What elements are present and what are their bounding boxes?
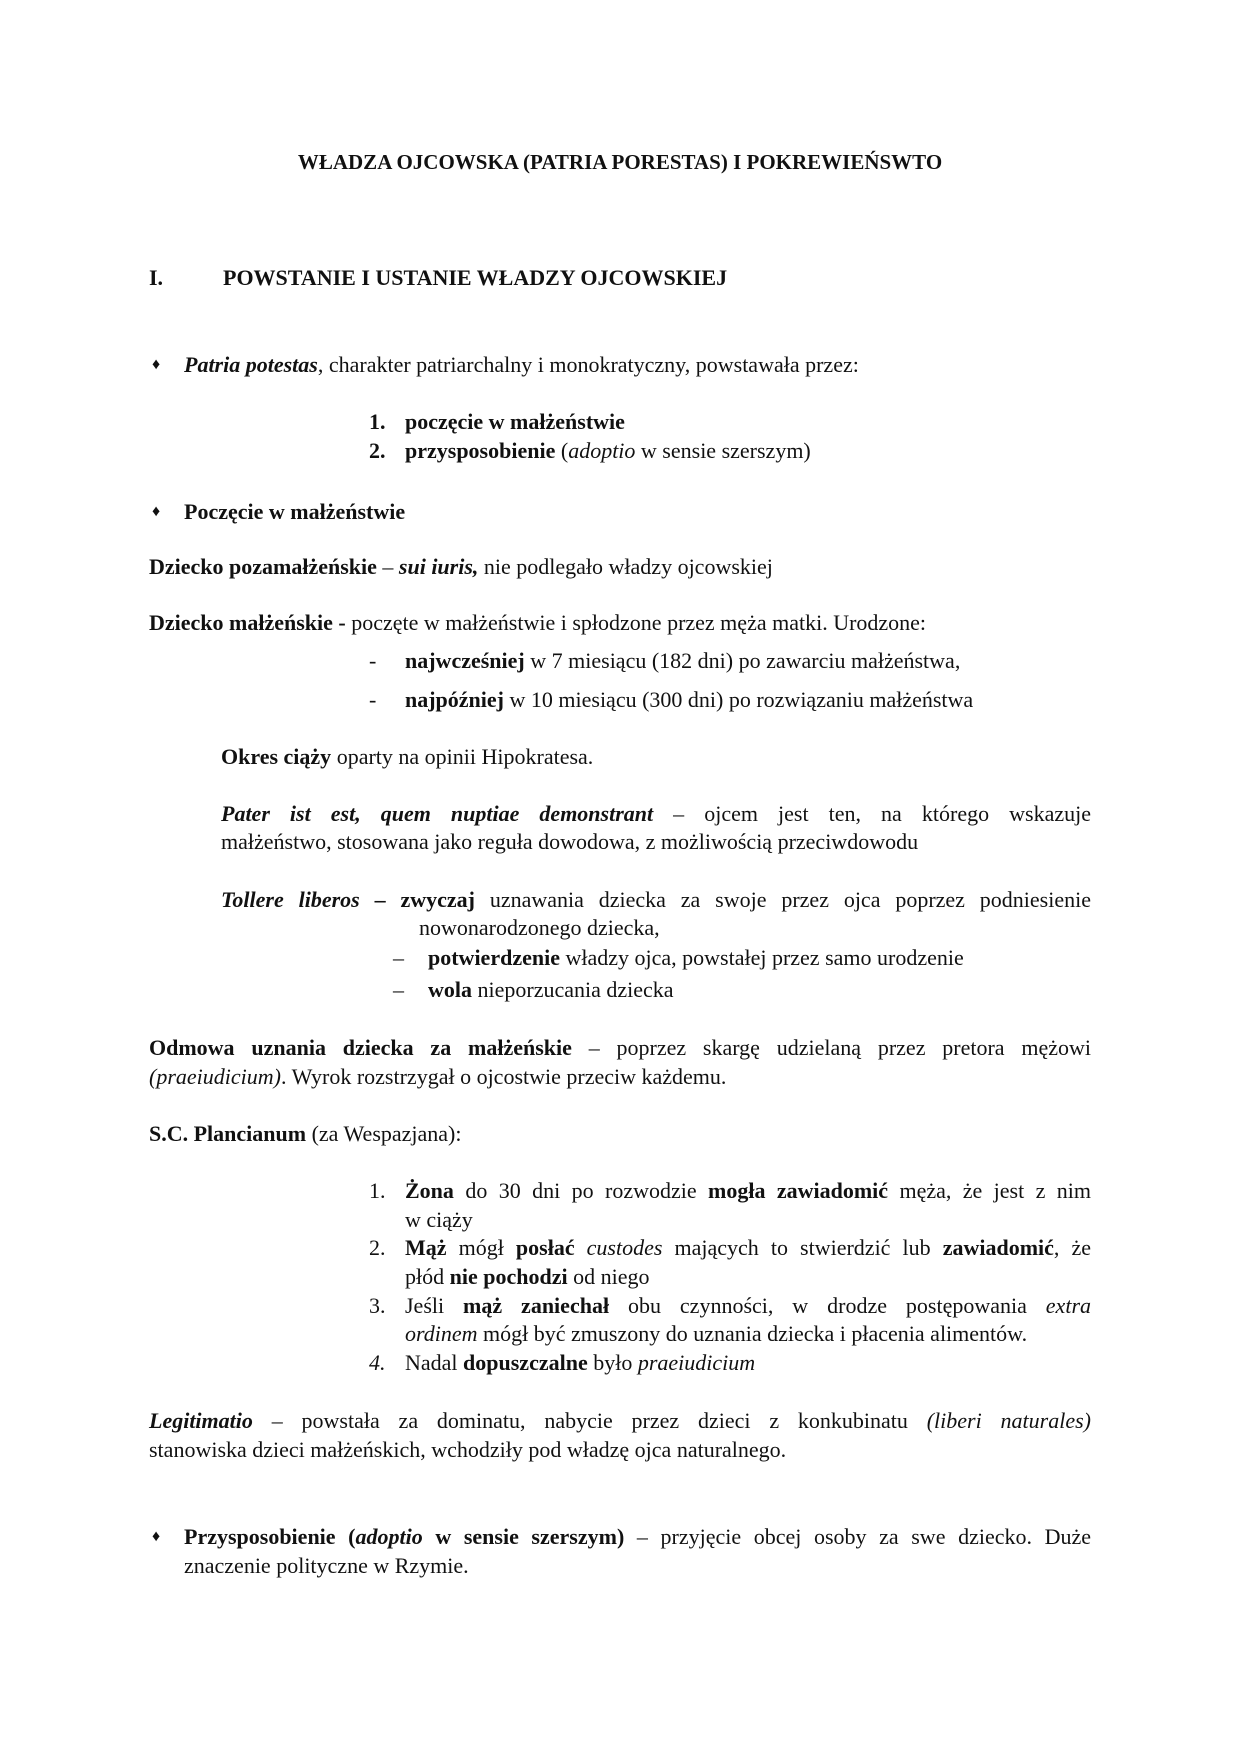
text-run: S.C. Plancianum — [149, 1121, 307, 1146]
text-run: znaczenie polityczne w Rzymie. — [184, 1553, 469, 1578]
bullet-icon: ♦ — [152, 1528, 161, 1545]
list-item — [405, 1206, 473, 1234]
text-run: Legitimatio — [149, 1408, 253, 1433]
bullet-icon: ♦ — [152, 356, 161, 373]
paragraph-line — [221, 886, 1091, 914]
paragraph-line — [149, 1120, 462, 1148]
list-item — [405, 1263, 649, 1291]
text-run: potwierdzenie — [428, 945, 560, 970]
text-run: do 30 dni po rozwodzie — [453, 1178, 709, 1203]
text-run: – ojcem jest ten, na którego wskazuje — [653, 801, 1091, 826]
paragraph-line — [149, 1407, 1091, 1435]
list-item — [405, 1234, 1091, 1262]
list-item — [405, 1177, 1091, 1205]
paragraph-line — [149, 609, 926, 637]
text-run: nieporzucania dziecka — [472, 977, 674, 1002]
text-run: praeiudicium — [637, 1350, 756, 1375]
text-run: – powstała za dominatu, nabycie przez dzieci z konkubinatu — [252, 1408, 927, 1433]
text-run: extra — [1045, 1293, 1091, 1318]
text-run: ( — [555, 438, 569, 463]
text-run: męża, że jest z nim — [888, 1178, 1091, 1203]
text-run: zwyczaj — [400, 887, 475, 912]
text-run: w 10 miesiącu (300 dni) po rozwiązaniu małżeństwa — [504, 687, 974, 712]
text-run: oparty na opinii Hipokratesa. — [331, 744, 594, 769]
text-run: władzy ojca, powstałej przez samo urodzenie — [559, 945, 964, 970]
list-item — [405, 1292, 1091, 1320]
text-run: custodes — [586, 1235, 663, 1260]
text-run: najpóźniej — [405, 687, 504, 712]
text-run: mógł — [446, 1235, 516, 1260]
text-run: – — [376, 554, 399, 579]
paragraph-line — [149, 1436, 786, 1464]
text-run: Tollere liberos — [221, 887, 360, 912]
text-run: nie podlegało władzy ojcowskiej — [478, 554, 773, 579]
text-run: stanowiska dzieci małżeńskich, wchodziły pod władzę ojca naturalnego. — [149, 1437, 787, 1462]
text-run: 1. — [369, 1178, 386, 1203]
text-run: posłać — [515, 1235, 575, 1260]
list-item — [405, 408, 625, 436]
text-run: , charakter patriarchalny i monokratyczny, powstawała przez: — [317, 352, 859, 377]
text-run: Dziecko małżeńskie - — [149, 610, 346, 635]
text-run: - — [369, 648, 377, 673]
text-run: nowonarodzonego dziecka, — [419, 915, 660, 940]
text-run: obu czynności, w drodze postępowania — [609, 1293, 1046, 1318]
text-run: Jeśli — [405, 1293, 464, 1318]
paragraph-line — [184, 1523, 1091, 1551]
list-item — [405, 1320, 1027, 1348]
text-run: zawiadomić — [942, 1235, 1054, 1260]
text-run: 3. — [369, 1293, 386, 1318]
list-item — [405, 647, 960, 675]
list-number — [369, 1177, 386, 1205]
section-number: I. — [149, 265, 164, 290]
paragraph-line — [184, 1552, 469, 1580]
list-item — [405, 437, 811, 465]
list-dash — [393, 944, 404, 972]
text-run: poczęte w małżeństwie i spłodzone przez męża matki. Urodzone: — [345, 610, 927, 635]
text-run: od niego — [567, 1264, 650, 1289]
text-run: poczęcie w małżeństwie — [405, 409, 625, 434]
text-run: – poprzez skargę udzielaną przez pretora mężowi — [571, 1035, 1091, 1060]
subheading — [184, 498, 405, 526]
text-run: ordinem — [405, 1321, 478, 1346]
text-run: uznawania dziecka za swoje przez ojca poprzez podniesienie — [474, 887, 1091, 912]
text-run: (za Wespazjana): — [306, 1121, 462, 1146]
paragraph-line — [184, 351, 859, 379]
list-dash — [369, 686, 376, 714]
section-heading: POWSTANIE I USTANIE WŁADZY OJCOWSKIEJ — [223, 265, 728, 290]
paragraph-line — [419, 914, 660, 942]
text-run: , że — [1053, 1235, 1092, 1260]
text-run: (liberi naturales) — [926, 1408, 1091, 1433]
text-run: adoptio — [355, 1524, 423, 1549]
text-run: sui iuris, — [398, 554, 479, 579]
list-item — [405, 686, 973, 714]
list-item — [405, 1349, 755, 1377]
text-run: mogła zawiadomić — [708, 1178, 889, 1203]
text-run: Pater ist est, quem nuptiae demonstrant — [221, 801, 654, 826]
text-run: ( — [335, 1524, 356, 1549]
text-run: (praeiudicium) — [149, 1064, 281, 1089]
text-run: w sensie szerszym) — [635, 438, 811, 463]
text-run: – — [393, 945, 404, 970]
paragraph-line — [221, 800, 1091, 828]
text-run: . Wyrok rozstrzygał o ojcostwie przeciw każdemu. — [280, 1064, 727, 1089]
list-dash — [393, 976, 404, 1004]
list-number — [369, 437, 386, 465]
text-run: dopuszczalne — [463, 1350, 588, 1375]
document-title: WŁADZA OJCOWSKA (PATRIA PORESTAS) I POKREWIEŃSWTO — [297, 150, 943, 174]
text-run: nie pochodzi — [449, 1264, 568, 1289]
text-run: 2. — [369, 438, 386, 463]
text-run: Poczęcie w małżeństwie — [184, 499, 406, 524]
text-run: Patria potestas — [184, 352, 318, 377]
text-run: było — [587, 1350, 638, 1375]
text-run: wola — [428, 977, 472, 1002]
text-run: mąż zaniechał — [463, 1293, 610, 1318]
text-run: w sensie szerszym) — [422, 1524, 625, 1549]
list-number — [369, 1292, 386, 1320]
text-run: – przyjęcie obcej osoby za swe dziecko. Duże — [624, 1524, 1091, 1549]
text-run: 4. — [369, 1350, 386, 1375]
list-number — [369, 1349, 386, 1377]
text-run: przysposobienie — [405, 438, 556, 463]
text-run: małżeństwo, stosowana jako reguła dowodowa, z możliwością przeciwdowodu — [221, 829, 919, 854]
list-number — [369, 408, 386, 436]
list-item — [428, 944, 964, 972]
text-run: w 7 miesiącu (182 dni) po zawarciu małżeństwa, — [524, 648, 961, 673]
text-run: Dziecko pozamałżeńskie — [149, 554, 377, 579]
paragraph-line — [149, 1034, 1091, 1062]
paragraph-line — [221, 743, 593, 771]
text-run: – — [393, 977, 404, 1002]
text-run: - — [369, 687, 377, 712]
list-item — [428, 976, 674, 1004]
paragraph-line — [149, 1063, 726, 1091]
text-run: 2. — [369, 1235, 386, 1260]
text-run: Przysposobienie — [184, 1524, 336, 1549]
paragraph-line — [221, 828, 918, 856]
text-run — [575, 1235, 587, 1260]
text-run: mógł być zmuszony do uznania dziecka i płacenia alimentów. — [477, 1321, 1028, 1346]
text-run: płód — [405, 1264, 450, 1289]
text-run: Mąż — [405, 1235, 447, 1260]
list-number — [369, 1234, 386, 1262]
text-run: – — [359, 887, 401, 912]
list-dash — [369, 647, 376, 675]
text-run: najwcześniej — [405, 648, 525, 673]
text-run: Okres ciąży — [221, 744, 332, 769]
text-run: 1. — [369, 409, 386, 434]
paragraph-line — [149, 553, 773, 581]
text-run: Nadal — [405, 1350, 464, 1375]
text-run: w ciąży — [405, 1207, 473, 1232]
text-run: mających to stwierdzić lub — [662, 1235, 943, 1260]
text-run: Żona — [405, 1178, 454, 1203]
text-run: adoptio — [568, 438, 636, 463]
text-run: Odmowa uznania dziecka za małżeńskie — [149, 1035, 572, 1060]
bullet-icon: ♦ — [152, 503, 161, 520]
